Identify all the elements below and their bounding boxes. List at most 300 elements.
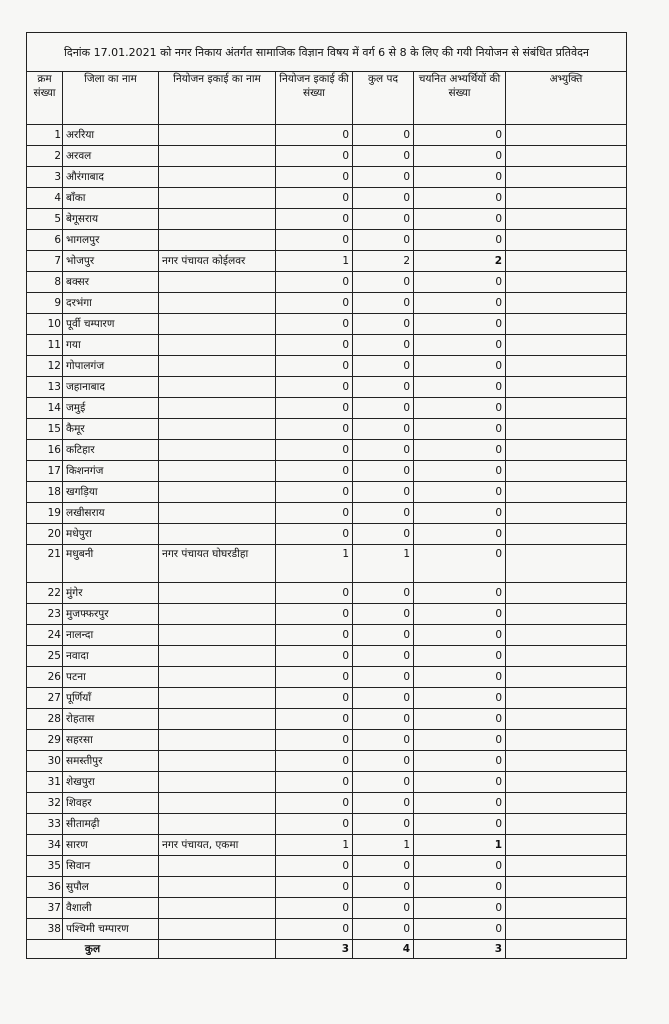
unit-name-cell (159, 314, 276, 335)
posts-cell: 0 (353, 772, 414, 793)
serial-cell: 36 (27, 877, 63, 898)
header-row (27, 72, 627, 125)
table-row (27, 230, 627, 251)
unit-count-cell: 0 (276, 667, 353, 688)
selected-cell: 0 (414, 625, 506, 646)
unit-count-cell: 0 (276, 877, 353, 898)
posts-cell: 0 (353, 146, 414, 167)
unit-count-cell: 0 (276, 230, 353, 251)
table-row (27, 856, 627, 877)
serial-cell: 1 (27, 125, 63, 146)
unit-name-cell (159, 646, 276, 667)
table-row (27, 877, 627, 898)
posts-cell: 0 (353, 751, 414, 772)
unit-name-cell (159, 793, 276, 814)
unit-name-cell (159, 919, 276, 940)
remarks-cell (506, 646, 627, 667)
report-sheet (26, 32, 626, 959)
district-cell: पूर्णियाँ (63, 688, 159, 709)
unit-name-cell (159, 146, 276, 167)
table-row (27, 751, 627, 772)
remarks-cell (506, 688, 627, 709)
remarks-cell (506, 877, 627, 898)
serial-cell: 4 (27, 188, 63, 209)
posts-cell: 0 (353, 293, 414, 314)
total-unit-cell (159, 940, 276, 959)
unit-count-cell: 0 (276, 919, 353, 940)
selected-cell: 0 (414, 877, 506, 898)
serial-cell: 19 (27, 503, 63, 524)
district-cell: लखीसराय (63, 503, 159, 524)
posts-cell: 0 (353, 482, 414, 503)
selected-cell: 0 (414, 688, 506, 709)
posts-cell: 0 (353, 314, 414, 335)
unit-count-cell: 0 (276, 646, 353, 667)
remarks-cell (506, 419, 627, 440)
unit-name-cell (159, 293, 276, 314)
table-row (27, 251, 627, 272)
posts-cell: 2 (353, 251, 414, 272)
posts-cell: 0 (353, 919, 414, 940)
district-cell: जहानाबाद (63, 377, 159, 398)
remarks-cell (506, 730, 627, 751)
unit-name-cell (159, 230, 276, 251)
unit-name-cell (159, 461, 276, 482)
serial-cell: 27 (27, 688, 63, 709)
unit-count-cell: 0 (276, 398, 353, 419)
selected-cell: 0 (414, 709, 506, 730)
unit-name-cell (159, 125, 276, 146)
district-cell: अररिया (63, 125, 159, 146)
posts-cell: 0 (353, 709, 414, 730)
table-row (27, 524, 627, 545)
unit-name-cell (159, 356, 276, 377)
district-cell: जमुई (63, 398, 159, 419)
posts-cell: 0 (353, 730, 414, 751)
selected-cell: 0 (414, 482, 506, 503)
table-row (27, 814, 627, 835)
serial-cell: 21 (27, 545, 63, 583)
posts-cell: 0 (353, 209, 414, 230)
district-cell: मुजफ्फरपुर (63, 604, 159, 625)
serial-cell: 23 (27, 604, 63, 625)
unit-count-cell: 1 (276, 251, 353, 272)
unit-count-cell: 0 (276, 625, 353, 646)
remarks-cell (506, 835, 627, 856)
selected-cell: 2 (414, 251, 506, 272)
unit-name-cell: नगर पंचायत कोईलवर (159, 251, 276, 272)
unit-name-cell (159, 377, 276, 398)
table-row (27, 835, 627, 856)
district-cell: दरभंगा (63, 293, 159, 314)
posts-cell: 0 (353, 377, 414, 398)
selected-cell: 0 (414, 583, 506, 604)
unit-name-cell (159, 440, 276, 461)
selected-cell: 0 (414, 167, 506, 188)
remarks-cell (506, 209, 627, 230)
district-cell: कटिहार (63, 440, 159, 461)
unit-count-cell: 0 (276, 356, 353, 377)
serial-cell: 35 (27, 856, 63, 877)
remarks-cell (506, 583, 627, 604)
posts-cell: 0 (353, 188, 414, 209)
district-cell: सुपौल (63, 877, 159, 898)
selected-cell: 0 (414, 209, 506, 230)
remarks-cell (506, 188, 627, 209)
district-cell: बाँका (63, 188, 159, 209)
unit-name-cell (159, 688, 276, 709)
serial-cell: 31 (27, 772, 63, 793)
serial-cell: 26 (27, 667, 63, 688)
table-row (27, 419, 627, 440)
selected-cell: 0 (414, 503, 506, 524)
unit-count-cell: 1 (276, 545, 353, 583)
serial-cell: 8 (27, 272, 63, 293)
remarks-cell (506, 793, 627, 814)
serial-cell: 28 (27, 709, 63, 730)
unit-count-cell: 0 (276, 293, 353, 314)
posts-cell: 0 (353, 398, 414, 419)
unit-count-cell: 0 (276, 730, 353, 751)
serial-cell: 18 (27, 482, 63, 503)
remarks-cell (506, 667, 627, 688)
unit-name-cell (159, 898, 276, 919)
table-row (27, 314, 627, 335)
serial-cell: 9 (27, 293, 63, 314)
serial-cell: 11 (27, 335, 63, 356)
remarks-cell (506, 856, 627, 877)
district-cell: भागलपुर (63, 230, 159, 251)
unit-name-cell (159, 209, 276, 230)
remarks-cell (506, 545, 627, 583)
posts-cell: 0 (353, 461, 414, 482)
unit-count-cell: 0 (276, 440, 353, 461)
header-total-posts: कुल पद (353, 72, 414, 125)
selected-cell: 0 (414, 314, 506, 335)
unit-count-cell: 0 (276, 856, 353, 877)
serial-cell: 3 (27, 167, 63, 188)
unit-count-cell: 0 (276, 419, 353, 440)
table-row (27, 646, 627, 667)
district-cell: नालन्दा (63, 625, 159, 646)
table-row (27, 440, 627, 461)
posts-cell: 1 (353, 545, 414, 583)
posts-cell: 0 (353, 898, 414, 919)
serial-cell: 17 (27, 461, 63, 482)
selected-cell: 0 (414, 188, 506, 209)
posts-cell: 0 (353, 503, 414, 524)
unit-count-cell: 0 (276, 461, 353, 482)
remarks-cell (506, 440, 627, 461)
table-row (27, 272, 627, 293)
table-body (27, 125, 627, 940)
total-row (27, 940, 627, 959)
serial-cell: 38 (27, 919, 63, 940)
total-posts: 4 (353, 940, 414, 959)
unit-name-cell (159, 335, 276, 356)
unit-count-cell: 0 (276, 188, 353, 209)
unit-name-cell (159, 709, 276, 730)
district-cell: सारण (63, 835, 159, 856)
unit-count-cell: 0 (276, 482, 353, 503)
remarks-cell (506, 625, 627, 646)
district-cell: गोपालगंज (63, 356, 159, 377)
header-serial: क्रम संख्या (27, 72, 63, 125)
selected-cell: 0 (414, 667, 506, 688)
unit-name-cell (159, 772, 276, 793)
unit-name-cell (159, 730, 276, 751)
unit-count-cell: 0 (276, 503, 353, 524)
remarks-cell (506, 335, 627, 356)
unit-name-cell (159, 856, 276, 877)
unit-name-cell (159, 751, 276, 772)
total-label: कुल (27, 940, 159, 959)
posts-cell: 0 (353, 167, 414, 188)
district-cell: पूर्वी चम्पारण (63, 314, 159, 335)
selected-cell: 0 (414, 398, 506, 419)
total-remarks-cell (506, 940, 627, 959)
posts-cell: 0 (353, 856, 414, 877)
serial-cell: 6 (27, 230, 63, 251)
serial-cell: 12 (27, 356, 63, 377)
unit-name-cell (159, 667, 276, 688)
selected-cell: 0 (414, 419, 506, 440)
posts-cell: 0 (353, 604, 414, 625)
remarks-cell (506, 503, 627, 524)
remarks-cell (506, 251, 627, 272)
unit-name-cell (159, 188, 276, 209)
serial-cell: 14 (27, 398, 63, 419)
table-row (27, 625, 627, 646)
posts-cell: 0 (353, 877, 414, 898)
posts-cell: 1 (353, 835, 414, 856)
selected-cell: 0 (414, 272, 506, 293)
serial-cell: 33 (27, 814, 63, 835)
district-cell: खगड़िया (63, 482, 159, 503)
district-cell: सीतामढ़ी (63, 814, 159, 835)
table-row (27, 604, 627, 625)
remarks-cell (506, 709, 627, 730)
report-table (26, 32, 627, 959)
unit-count-cell: 0 (276, 793, 353, 814)
district-cell: औरंगाबाद (63, 167, 159, 188)
total-units: 3 (276, 940, 353, 959)
table-row (27, 709, 627, 730)
district-cell: कैमूर (63, 419, 159, 440)
unit-count-cell: 0 (276, 751, 353, 772)
table-row (27, 583, 627, 604)
serial-cell: 22 (27, 583, 63, 604)
remarks-cell (506, 314, 627, 335)
serial-cell: 13 (27, 377, 63, 398)
selected-cell: 0 (414, 377, 506, 398)
unit-count-cell: 0 (276, 814, 353, 835)
selected-cell: 0 (414, 751, 506, 772)
selected-cell: 0 (414, 461, 506, 482)
selected-cell: 0 (414, 604, 506, 625)
table-row (27, 503, 627, 524)
unit-name-cell (159, 419, 276, 440)
remarks-cell (506, 272, 627, 293)
unit-name-cell (159, 625, 276, 646)
posts-cell: 0 (353, 583, 414, 604)
unit-name-cell (159, 272, 276, 293)
selected-cell: 0 (414, 146, 506, 167)
selected-cell: 0 (414, 772, 506, 793)
table-row (27, 209, 627, 230)
table-row (27, 793, 627, 814)
unit-count-cell: 0 (276, 772, 353, 793)
serial-cell: 34 (27, 835, 63, 856)
serial-cell: 30 (27, 751, 63, 772)
selected-cell: 0 (414, 545, 506, 583)
unit-count-cell: 0 (276, 377, 353, 398)
selected-cell: 0 (414, 898, 506, 919)
selected-cell: 0 (414, 793, 506, 814)
unit-count-cell: 0 (276, 898, 353, 919)
remarks-cell (506, 814, 627, 835)
posts-cell: 0 (353, 814, 414, 835)
header-remarks: अभ्युक्ति (506, 72, 627, 125)
district-cell: किशनगंज (63, 461, 159, 482)
remarks-cell (506, 772, 627, 793)
remarks-cell (506, 230, 627, 251)
selected-cell: 0 (414, 730, 506, 751)
selected-cell: 0 (414, 125, 506, 146)
unit-name-cell (159, 814, 276, 835)
unit-count-cell: 0 (276, 272, 353, 293)
table-row (27, 667, 627, 688)
table-row (27, 772, 627, 793)
total-selected: 3 (414, 940, 506, 959)
unit-name-cell (159, 583, 276, 604)
serial-cell: 15 (27, 419, 63, 440)
unit-name-cell: नगर पंचायत घोघरडीहा (159, 545, 276, 583)
table-row (27, 461, 627, 482)
unit-name-cell: नगर पंचायत, एकमा (159, 835, 276, 856)
serial-cell: 16 (27, 440, 63, 461)
table-row (27, 188, 627, 209)
unit-count-cell: 0 (276, 335, 353, 356)
remarks-cell (506, 461, 627, 482)
remarks-cell (506, 751, 627, 772)
unit-count-cell: 0 (276, 688, 353, 709)
remarks-cell (506, 125, 627, 146)
serial-cell: 5 (27, 209, 63, 230)
unit-count-cell: 1 (276, 835, 353, 856)
remarks-cell (506, 398, 627, 419)
posts-cell: 0 (353, 272, 414, 293)
posts-cell: 0 (353, 356, 414, 377)
header-unit-count: नियोजन इकाई की संख्या (276, 72, 353, 125)
table-row (27, 335, 627, 356)
remarks-cell (506, 356, 627, 377)
posts-cell: 0 (353, 688, 414, 709)
table-row (27, 167, 627, 188)
remarks-cell (506, 377, 627, 398)
table-row (27, 545, 627, 583)
district-cell: बेगूसराय (63, 209, 159, 230)
district-cell: सिवान (63, 856, 159, 877)
posts-cell: 0 (353, 335, 414, 356)
unit-name-cell (159, 482, 276, 503)
serial-cell: 7 (27, 251, 63, 272)
remarks-cell (506, 604, 627, 625)
district-cell: पश्चिमी चम्पारण (63, 919, 159, 940)
header-district: जिला का नाम (63, 72, 159, 125)
serial-cell: 10 (27, 314, 63, 335)
unit-count-cell: 0 (276, 709, 353, 730)
district-cell: सहरसा (63, 730, 159, 751)
district-cell: पटना (63, 667, 159, 688)
district-cell: बक्सर (63, 272, 159, 293)
selected-cell: 0 (414, 919, 506, 940)
unit-name-cell (159, 604, 276, 625)
serial-cell: 29 (27, 730, 63, 751)
selected-cell: 0 (414, 524, 506, 545)
district-cell: मुंगेर (63, 583, 159, 604)
district-cell: गया (63, 335, 159, 356)
unit-count-cell: 0 (276, 125, 353, 146)
district-cell: मधुबनी (63, 545, 159, 583)
table-row (27, 730, 627, 751)
table-row (27, 398, 627, 419)
selected-cell: 0 (414, 293, 506, 314)
unit-name-cell (159, 524, 276, 545)
unit-count-cell: 0 (276, 146, 353, 167)
unit-name-cell (159, 167, 276, 188)
posts-cell: 0 (353, 440, 414, 461)
posts-cell: 0 (353, 793, 414, 814)
serial-cell: 25 (27, 646, 63, 667)
selected-cell: 0 (414, 856, 506, 877)
district-cell: वैशाली (63, 898, 159, 919)
unit-count-cell: 0 (276, 583, 353, 604)
remarks-cell (506, 524, 627, 545)
remarks-cell (506, 898, 627, 919)
selected-cell: 0 (414, 335, 506, 356)
posts-cell: 0 (353, 125, 414, 146)
district-cell: भोजपुर (63, 251, 159, 272)
unit-name-cell (159, 503, 276, 524)
selected-cell: 0 (414, 814, 506, 835)
serial-cell: 20 (27, 524, 63, 545)
posts-cell: 0 (353, 419, 414, 440)
unit-count-cell: 0 (276, 314, 353, 335)
district-cell: रोहतास (63, 709, 159, 730)
unit-count-cell: 0 (276, 524, 353, 545)
selected-cell: 0 (414, 646, 506, 667)
district-cell: समस्तीपुर (63, 751, 159, 772)
header-selected: चयनित अभ्यर्थियों की संख्या (414, 72, 506, 125)
district-cell: शेखपुरा (63, 772, 159, 793)
selected-cell: 0 (414, 230, 506, 251)
district-cell: शिवहर (63, 793, 159, 814)
unit-count-cell: 0 (276, 209, 353, 230)
remarks-cell (506, 293, 627, 314)
posts-cell: 0 (353, 625, 414, 646)
table-row (27, 293, 627, 314)
table-row (27, 125, 627, 146)
unit-count-cell: 0 (276, 604, 353, 625)
table-row (27, 356, 627, 377)
header-unit-name: नियोजन इकाई का नाम (159, 72, 276, 125)
posts-cell: 0 (353, 230, 414, 251)
remarks-cell (506, 482, 627, 503)
unit-name-cell (159, 877, 276, 898)
report-title: दिनांक 17.01.2021 को नगर निकाय अंतर्गत सामाजिक विज्ञान विषय में वर्ग 6 से 8 के लिए की गयी नियोजन से संबंधित प्रतिवेदन (27, 33, 627, 72)
unit-name-cell (159, 398, 276, 419)
